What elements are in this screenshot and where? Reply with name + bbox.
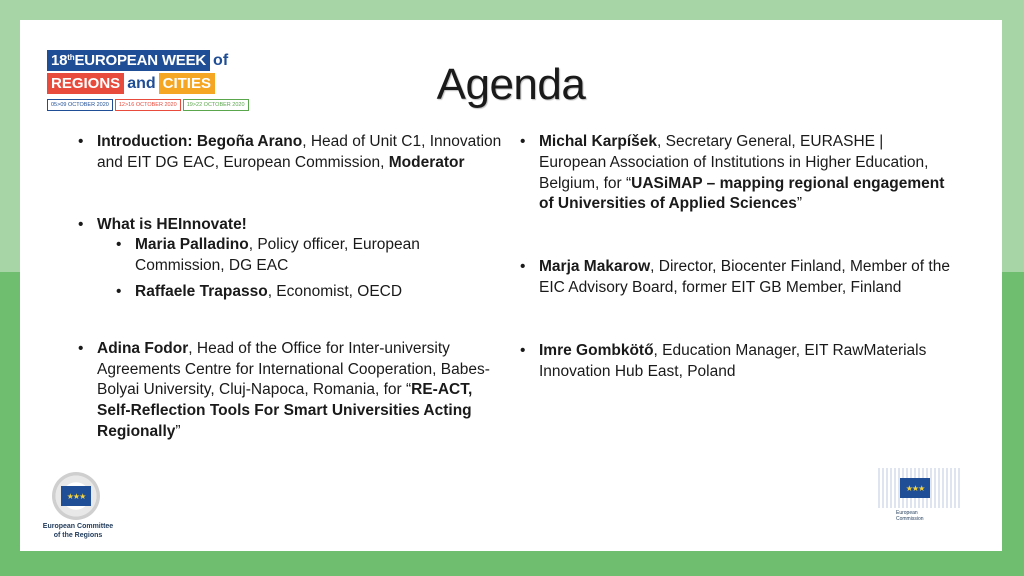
logo-and-text: and — [127, 74, 156, 92]
eu-flag-icon: ★★★ — [61, 486, 91, 506]
cor-logo-line1: European Committee — [42, 523, 114, 530]
logo-cities-box: CITIES — [159, 73, 215, 94]
logo-date-1: 05>09 OCTOBER 2020 — [47, 99, 113, 111]
agenda-subitem-trapasso: • Raffaele Trapasso, Economist, OECD — [116, 282, 508, 303]
committee-of-regions-logo — [40, 472, 116, 542]
logo-date-3: 19>22 OCTOBER 2020 — [183, 99, 249, 111]
agenda-item-karpisek: • Michal Karpíšek, Secretary General, EURASHE | European Association of Institutions in Higher Education, Belgium, for “UASiMAP – mapping regional engagement of Universities of Applied Sciences” — [520, 132, 950, 215]
logo-date-2: 12>16 OCTOBER 2020 — [115, 99, 181, 111]
agenda-item-gombkoto: • Imre Gombkötő, Education Manager, EIT RawMaterials Innovation Hub East, Poland — [520, 341, 950, 383]
ec-logo-line2: Commission — [896, 516, 924, 522]
berlaymont-icon — [878, 468, 960, 508]
agenda-subitem-palladino: • Maria Palladino, Policy officer, European Commission, DG EAC — [116, 235, 508, 277]
eu-flag-icon: ★★★ — [900, 478, 930, 498]
cor-emblem-icon — [52, 472, 100, 520]
ec-logo-line1: European — [896, 510, 918, 516]
logo-of-text: of — [213, 51, 229, 69]
agenda-right-column — [520, 132, 950, 382]
cor-logo-line2: of the Regions — [53, 532, 103, 539]
slide-title: Agenda — [436, 60, 586, 109]
agenda-item-heinnovate: • What is HEInnovate! — [78, 215, 508, 236]
european-commission-logo — [878, 468, 960, 526]
logo-week-box: 18 $^{th}$ EUROPEAN WEEK — [47, 50, 210, 71]
agenda-item-introduction: • Introduction: Begoña Arano, Head of Unit C1, Innovation and EIT DG EAC, European Commission, Moderator — [78, 132, 508, 174]
agenda-left-column — [78, 132, 508, 443]
agenda-item-fodor: • Adina Fodor, Head of the Office for Inter-university Agreements Centre for International Cooperation, Babes-Bolyai University, Cluj-Napoca, Romania, for “RE-ACT, Self-Reflection Tools For Smart Universities Acting Regionally” — [78, 339, 508, 443]
agenda-item-makarow: • Marja Makarow, Director, Biocenter Finland, Member of the EIC Advisory Board, former EIT GB Member, Finland — [520, 257, 950, 299]
slide — [20, 20, 1002, 551]
logo-regions-box: REGIONS — [47, 73, 124, 94]
